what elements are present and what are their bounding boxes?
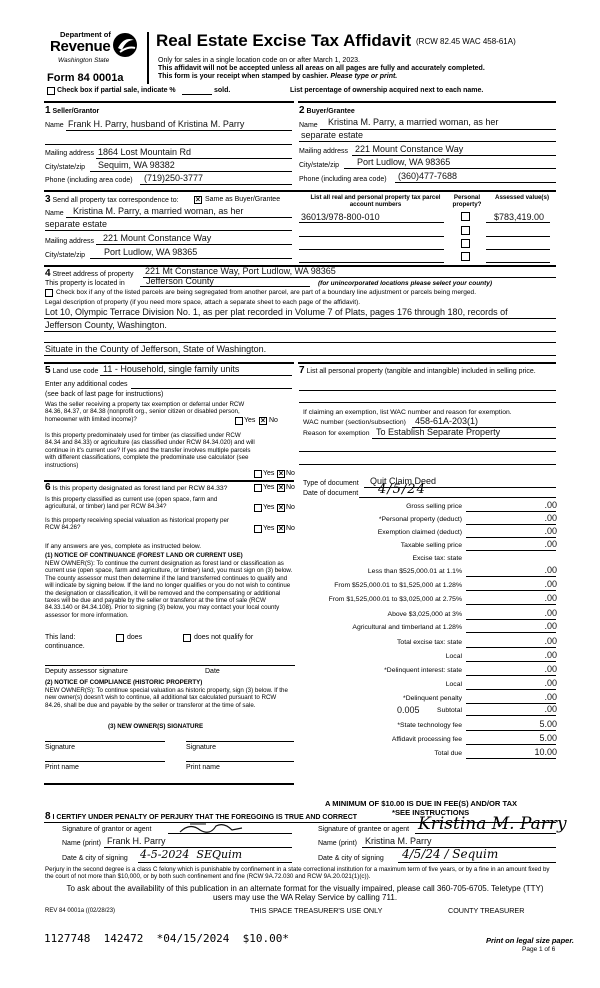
tax-row-line	[466, 744, 556, 745]
buyer-mail-label: Mailing address	[299, 148, 349, 155]
tax-row-label: *Delinquent penalty	[403, 695, 462, 702]
tax-row-value[interactable]: .00	[544, 526, 557, 536]
seller-city-label: City/state/zip	[45, 164, 86, 171]
sec8-top-rule	[44, 783, 294, 785]
tax-row-value[interactable]: .00	[544, 650, 557, 660]
seller-heading-text: Seller/Grantor	[52, 108, 100, 115]
treasurer-use: THIS SPACE TREASURER'S USE ONLY	[250, 906, 383, 915]
tax-row-line	[466, 576, 556, 577]
seller-name-label: Name	[45, 122, 64, 129]
sec5-q1-no-checkbox[interactable]: ×	[260, 416, 266, 425]
tax-row-label: Agricultural and timberland at 1.28%	[352, 624, 462, 631]
doc-type-label: Type of document	[303, 480, 359, 487]
tax-row-value[interactable]: .00	[544, 539, 557, 549]
sec7-wac-label: WAC number (section/subsection)	[303, 419, 406, 426]
sec4-street-row	[45, 268, 133, 279]
buyer-phone-line	[395, 182, 556, 183]
sec6-any-yes: If any answers are yes, complete as instructed below.	[45, 543, 202, 550]
legal-rule4	[44, 355, 556, 356]
buyer-name-rule2	[299, 141, 556, 142]
owner-print-line-1	[45, 761, 165, 762]
sec6-q2-yes-checkbox[interactable]	[254, 504, 262, 512]
sec3-name-line1[interactable]: Kristina M. Parry, a married woman, as her	[73, 206, 244, 216]
grantee-date-line	[398, 862, 556, 863]
rev-code: REV 84 0001a ((02/28/23)	[45, 908, 116, 914]
sec3-heading	[45, 194, 179, 205]
deputy-line	[45, 665, 295, 666]
seller-num: 1	[45, 105, 51, 116]
sec3-mail[interactable]: 221 Mount Constance Way	[103, 233, 212, 243]
list-pct-label: List percentage of ownership acquired next to each name.	[290, 87, 484, 94]
parcel-line-4	[299, 262, 444, 263]
perjury-note	[45, 866, 557, 880]
same-as-buyer-checkbox[interactable]: ×	[195, 195, 201, 204]
deputy-date-label: Date	[205, 668, 220, 675]
seller-mail[interactable]: 1864 Lost Mountain Rd	[98, 147, 192, 157]
tax-row-line	[466, 550, 556, 551]
tax-row-line	[466, 604, 556, 605]
form-number: Form 84 0001a	[47, 72, 124, 84]
tax-row-label: Exemption claimed (deduct)	[377, 529, 462, 536]
owner-print-line-2	[186, 761, 294, 762]
buyer-heading-text: Buyer/Grantee	[306, 108, 355, 115]
buyer-phone[interactable]: (360)477-7688	[398, 171, 458, 181]
seller-name-line	[66, 130, 292, 131]
tax-row-value[interactable]: .00	[544, 593, 557, 603]
tax-row-value[interactable]: .00	[544, 565, 557, 575]
parcel-number[interactable]: 36013/978-800-010	[301, 212, 380, 222]
header-note3: This form is your receipt when stamped by cashier. Please type or print.	[158, 73, 398, 80]
tax-row-line	[466, 511, 556, 512]
buyer-city-line	[344, 168, 556, 169]
tax-row-label: Subtotal	[437, 707, 462, 714]
partial-sale-pct-line	[182, 94, 212, 95]
sec3-city-label: City/state/zip	[45, 252, 86, 259]
print-legal: Print on legal size paper.	[486, 936, 574, 945]
sec6-q1-yes-checkbox[interactable]	[254, 484, 262, 492]
sec6-q1-no: No	[286, 484, 295, 491]
owner-sig-line-2	[186, 741, 294, 742]
tax-row-line	[466, 675, 556, 676]
sec7-reason-line	[372, 438, 556, 439]
notice1-title: (1) NOTICE OF CONTINUANCE (FOREST LAND OR CURRENT USE)	[45, 552, 243, 559]
sec3-city-line	[90, 258, 292, 259]
does-label: does	[127, 634, 143, 641]
grantee-date-label: Date & city of signing	[318, 855, 384, 862]
buyer-phone-label: Phone (including area code)	[299, 176, 387, 183]
sec8-num: 8	[45, 811, 51, 822]
seller-phone-label: Phone (including area code)	[45, 177, 133, 184]
legal-line2[interactable]: Jefferson County, Washington.	[45, 320, 167, 330]
value-line-1	[486, 222, 550, 223]
sec7-heading	[299, 365, 551, 376]
seller-name[interactable]: Frank H. Parry, husband of Kristina M. Parry	[68, 119, 245, 129]
grantee-signature: Kristina M. Parry	[418, 814, 567, 834]
sec7-num: 7	[299, 365, 305, 376]
continuance-label: continuance.	[45, 643, 85, 650]
does-not-checkbox[interactable]	[183, 634, 191, 642]
doc-type[interactable]: Quit Claim Deed	[370, 476, 437, 486]
see-instructions: *SEE INSTRUCTIONS	[392, 808, 470, 817]
personal-property-checkbox-4[interactable]	[461, 252, 470, 261]
treasurer-stamp: 1127748 142472 *04/15/2024 $10.00*	[44, 932, 290, 945]
tax-row-value[interactable]: .00	[544, 500, 557, 510]
sec7-wac[interactable]: 458-61A-203(1)	[415, 416, 479, 426]
grantee-date[interactable]: 4/5/24 / Sequim	[402, 847, 499, 861]
sec5-q1: Was the seller receiving a property tax exemption or deferral under RCW 84.36, 84.37, or 84.38 (nonprofit org., senior citizen or disabled person, homeowner with limited income)?	[45, 401, 245, 423]
partial-sale-label: Check box if partial sale, indicate %	[57, 87, 176, 94]
seller-name-line2	[45, 144, 292, 145]
tax-row-value[interactable]: .00	[544, 704, 557, 714]
this-land-label: This land:	[45, 634, 76, 641]
tax-row-line	[466, 715, 556, 716]
sec7-reason-label: Reason for exemption	[303, 430, 370, 437]
personal-property-checkbox-3[interactable]	[461, 239, 470, 248]
seller-mail-label: Mailing address	[45, 150, 95, 157]
sec5-landuse[interactable]: 11 - Household, single family units	[103, 364, 240, 374]
buyer-mail[interactable]: 221 Mount Constance Way	[355, 144, 464, 154]
sec7-top-rule	[298, 362, 556, 364]
sec3-mail-label: Mailing address	[45, 238, 95, 245]
tax-row-line	[466, 647, 556, 648]
tax-row-label: Excise tax: state	[412, 555, 462, 562]
tax-row-label: Above $3,025,000 at 3%	[387, 611, 462, 618]
sec6-q3: Is this property receiving special valuation as historical property per RCW 84.26?	[45, 517, 229, 532]
grantor-date-line	[138, 862, 292, 863]
grantor-signature	[176, 820, 246, 838]
tax-row-label: *State technology fee	[397, 722, 462, 729]
does-not-label: does not qualify for	[194, 634, 254, 641]
buyer-name-line2[interactable]: separate estate	[301, 130, 364, 140]
seller-city-line	[90, 171, 292, 172]
value-line-4	[486, 262, 550, 263]
header-divider	[147, 32, 149, 84]
tax-row-label: Total excise tax: state	[397, 639, 462, 646]
same-as-buyer-label: Same as Buyer/Grantee	[205, 196, 281, 203]
sec4-street-label: Street address of property	[52, 271, 134, 278]
dept-line3: Washington State	[58, 57, 110, 64]
grantee-name-print-label: Name (print)	[318, 840, 357, 847]
parcel-line-3	[299, 249, 444, 250]
buyer-city[interactable]: Port Ludlow, WA 98365	[357, 157, 451, 167]
page-number: Page 1 of 6	[522, 946, 556, 953]
sec4-unincorporated: (for unincorporated locations please select your county)	[318, 280, 493, 287]
tax-row-line	[466, 758, 556, 759]
tax-row-label: *Delinquent interest: state	[384, 667, 462, 674]
sec5-q1-yes-checkbox[interactable]	[235, 417, 243, 425]
form-title: Real Estate Excise Tax Affidavit	[156, 31, 412, 50]
buyer-mail-line	[352, 155, 556, 156]
tax-row-label: Taxable selling price	[400, 542, 462, 549]
legal-rule2	[44, 331, 556, 332]
sec6-q1-yes: Yes	[263, 484, 275, 491]
sec5-additional-line	[131, 388, 292, 389]
sec5-q2: Is this property predominately used for timber (as classified under RCW 84.34 and 84.33) or agriculture (as classified under RCW 84.34.020) and will continue in it's current use? If yes and the transfer involves multiple parcels with different classifications, complete the predominate use calculator (see instructions)	[45, 432, 255, 469]
notice2-title: (2) NOTICE OF COMPLIANCE (HISTORIC PROPERTY)	[45, 679, 203, 686]
tax-row-line	[466, 537, 556, 538]
grantor-date[interactable]: 4-5-2024 SEQuim	[140, 848, 243, 861]
legal-line1[interactable]: Lot 10, Olympic Terrace Division No. 1, as per plat recorded in Volume 7 of Plats, pages 176 through 180, records of	[45, 307, 508, 317]
sec7-pp-line-1	[299, 390, 556, 391]
tax-row-value[interactable]: 10.00	[534, 747, 557, 757]
notice2-body: NEW OWNER(S): To continue special valuation as historic property, sign (3) below. If the new owner(s) doesn't wish to continue, all additional tax calculated pursuant to RCW 84.26, shall be due and payable by the seller or transferor at the time of sale.	[45, 687, 288, 709]
tax-row-label: Affidavit processing fee	[391, 736, 462, 743]
sec6-q1-no-checkbox[interactable]: ×	[278, 483, 284, 492]
tax-row-label: From $1,525,000.01 to $3,025,000 at 2.75%	[328, 596, 462, 603]
tax-row-value[interactable]: .00	[544, 678, 557, 688]
sec3-mail-line	[96, 244, 292, 245]
sec7-reason[interactable]: To Establish Separate Property	[376, 427, 501, 437]
sec6-q3-no-checkbox[interactable]: ×	[278, 524, 284, 533]
deputy-label: Deputy assessor signature	[45, 668, 128, 675]
sec5-q2-no: No	[286, 470, 295, 477]
assessed-value[interactable]: $783,419.00	[494, 212, 545, 222]
legal-line3[interactable]: Situate in the County of Jefferson, State of Washington.	[45, 344, 267, 354]
personal-property-checkbox-2[interactable]	[461, 226, 470, 235]
owner-sig-label-2: Signature	[186, 744, 216, 751]
seller-phone-line	[140, 184, 292, 185]
tax-row-label: *Personal property (deduct)	[378, 516, 462, 523]
parcels-col1-header: List all real and personal property tax parcel account numbers	[310, 194, 441, 209]
owner-print-label-1: Print name	[45, 764, 79, 771]
tax-row-value[interactable]: 5.00	[539, 719, 557, 729]
sec6-q2-no-checkbox[interactable]: ×	[278, 503, 284, 512]
sold-label: sold.	[214, 87, 231, 94]
grantor-name-print-label: Name (print)	[62, 840, 101, 847]
owner-sig-line-1	[45, 741, 165, 742]
tax-row-label: Gross selling price	[406, 503, 462, 510]
sec6-q3-yes-checkbox[interactable]	[254, 525, 262, 533]
sec5-num: 5	[45, 365, 51, 376]
sec6-q2-yes: Yes	[263, 504, 275, 511]
segregated-checkbox[interactable]	[45, 289, 53, 297]
sec6-q1-row	[45, 482, 227, 493]
dor-logo	[46, 30, 141, 70]
owner-sig-label-1: Signature	[45, 744, 75, 751]
legal-rule3	[44, 342, 556, 343]
tax-row-label: Total due	[434, 750, 462, 757]
tax-row-value[interactable]: .00	[544, 692, 557, 702]
sec6-q2: Is this property classified as current use (open space, farm and agricultural, or timber) land per RCW 84.34?	[45, 496, 218, 511]
sec7-reason-line3	[299, 464, 556, 465]
tax-row-line	[466, 661, 556, 662]
legal-rule1	[44, 318, 556, 319]
partial-sale-checkbox[interactable]	[47, 87, 55, 95]
perjury-text: Perjury in the second degree is a class C felony which is punishable by confinement in a state correctional institution for a maximum term of five years, or by a fine in an amount fixed by the court of not more than $10,000, or by both such confinement and fine (RCW 9A.72.030 and RCW 9A.20.021(1)(c)).	[45, 866, 550, 880]
sec6-q3-no: No	[286, 525, 295, 532]
buyer-name-line1[interactable]: Kristina M. Parry, a married woman, as her	[328, 117, 499, 127]
dept-line1: Department of	[60, 30, 111, 39]
dept-line2: Revenue	[50, 38, 111, 55]
tax-row-line	[466, 703, 556, 704]
sec5-q2-yes-checkbox[interactable]	[254, 470, 262, 478]
buyer-heading	[299, 105, 355, 116]
sec3-top-rule	[44, 190, 556, 192]
sec6-q2-no: No	[286, 504, 295, 511]
buyer-num: 2	[299, 105, 305, 116]
tax-row-value[interactable]: 5.00	[539, 733, 557, 743]
value-line-2	[486, 236, 550, 237]
parcels-col3-header: Assessed value(s)	[495, 194, 549, 201]
header-note2: This affidavit will not be accepted unless all areas on all pages are fully and accurately completed.	[158, 65, 485, 72]
sig-grantee-label: Signature of grantee or agent	[318, 826, 410, 833]
sec7-reason-line2	[299, 451, 556, 452]
form-title-ref: (RCW 82.45 WAC 458-61A)	[416, 37, 516, 46]
sig-grantor-label: Signature of grantor or agent	[62, 826, 152, 833]
notice1-body: NEW OWNER(S): To continue the current designation as forest land or classification as current use (open space, farm and agriculture, or timber) land, you must sign on (3) below. The county assessor must then determine if the land transferred continues to qualify and will indicate by signing below. If the land no longer qualifies or you do not wish to continue the designation or classification, it will be removed and the compensating or additional taxes will be due and payable by the seller or transferor at the time of sale (RCW 84.33.140 or 84.34.108). Prior to signing (3) below, you may contact your local county assessor for more information.	[45, 560, 293, 619]
sec7-exemption-label: If claiming an exemption, list WAC number and reason for exemption.	[303, 409, 512, 416]
grantee-name-print[interactable]: Kristina M. Parry	[365, 836, 432, 846]
grantor-date-label: Date & city of signing	[62, 855, 128, 862]
tax-row-value[interactable]: .00	[544, 579, 557, 589]
parcel-line-1	[299, 222, 444, 223]
sec4-street[interactable]: 221 Mt Constance Way, Port Ludlow, WA 98365	[145, 266, 336, 276]
doc-date-line	[359, 497, 556, 498]
seller-heading	[45, 105, 99, 116]
sec3-num: 3	[45, 194, 51, 205]
tax-row-label: Local	[445, 653, 462, 660]
tax-row-line	[466, 590, 556, 591]
value-line-3	[486, 249, 550, 250]
county-treasurer: COUNTY TREASURER	[448, 906, 525, 915]
minimum-note: A MINIMUM OF $10.00 IS DUE IN FEE(S) AND/OR TAX	[325, 799, 518, 808]
tax-row-label: Less than $525,000.01 at 1.1%	[367, 568, 462, 575]
tax-row-line	[466, 730, 556, 731]
sec5-q2-no-checkbox[interactable]: ×	[278, 469, 284, 478]
sec4-located-label: This property is located in	[45, 280, 125, 287]
tax-row-label: From $525,000.01 to $1,525,000 at 1.28%	[334, 582, 462, 589]
sec6-num: 6	[45, 482, 51, 493]
tax-row-value[interactable]: .00	[544, 513, 557, 523]
legal-label: Legal description of property (if you need more space, attach a separate sheet to each page of the affidavit).	[45, 299, 361, 306]
header-note1: Only for sales in a single location code on or after March 1, 2023.	[158, 57, 360, 64]
doc-date[interactable]: 4/5/24	[378, 482, 426, 497]
new-owner-sig-title: (3) NEW OWNER(S) SIGNATURE	[108, 723, 204, 730]
sec3-name-rule	[66, 217, 292, 218]
sec3-name-line2[interactable]: separate estate	[45, 219, 108, 229]
doc-date-label: Date of document	[303, 490, 359, 497]
sec4-located[interactable]: Jefferson County	[146, 276, 214, 286]
sec3-city[interactable]: Port Ludlow, WA 98365	[104, 247, 198, 257]
sec6-q1: Is this property designated as forest land per RCW 84.33?	[52, 485, 228, 492]
tax-row-line	[466, 619, 556, 620]
sec8-certify: I CERTIFY UNDER PENALTY OF PERJURY THAT THE FOREGOING IS TRUE AND CORRECT	[52, 814, 358, 821]
sec5-landuse-row	[45, 365, 98, 376]
sec5-landuse-label: Land use code	[52, 368, 99, 375]
sec7-pp-line-2	[299, 402, 556, 403]
sig-grantee-line	[415, 833, 556, 834]
sec7-label: List all personal property (tangible and intangible) included in selling price.	[306, 368, 536, 375]
sec4-located-line	[140, 286, 310, 287]
dor-swirl-icon	[110, 32, 140, 58]
buyer-name-label: Name	[299, 122, 318, 129]
seller-mail-line	[96, 158, 292, 159]
local-rate[interactable]: 0.005	[397, 705, 420, 715]
sec5-landuse-line	[100, 375, 292, 376]
alternate-format-note: To ask about the availability of this publication in an alternate format for the visually impaired, please call 360-705-6705. Teletype (TTY) users may use the WA Relay Service by calling 711.	[66, 884, 544, 902]
parcels-col2-header: Personal property?	[452, 194, 482, 209]
sec5-additional: Enter any additional codes	[45, 381, 128, 388]
sec5-q2-yes: Yes	[263, 470, 275, 477]
tax-row-value[interactable]: .00	[544, 621, 557, 631]
buyer-city-label: City/state/zip	[299, 162, 340, 169]
parcel-line-2	[299, 236, 444, 237]
sec3-name-label: Name	[45, 210, 64, 217]
tax-row-line	[466, 632, 556, 633]
sec5-q1-yes: Yes	[244, 417, 256, 424]
seller-top-rule	[44, 101, 294, 103]
segregated-label: Check box if any of the listed parcels are being segregated from another parcel, are part of a boundary line adjustment or parcels being merged.	[56, 289, 477, 296]
tax-row-line	[466, 524, 556, 525]
sec3-name-rule2	[45, 230, 292, 231]
seller-phone[interactable]: (719)250-3777	[144, 173, 204, 183]
owner-print-label-2: Print name	[186, 764, 220, 771]
seller-city[interactable]: Sequim, WA 98382	[98, 160, 175, 170]
sec5-q1-no: No	[269, 417, 278, 424]
sec3-label: Send all property tax correspondence to:	[52, 197, 179, 204]
buyer-top-rule	[298, 101, 556, 103]
tax-row-value[interactable]: .00	[544, 636, 557, 646]
grantor-name-print[interactable]: Frank H. Parry	[107, 836, 166, 846]
does-checkbox[interactable]	[116, 634, 124, 642]
tax-row-value[interactable]: .00	[544, 664, 557, 674]
tax-row-value[interactable]: .00	[544, 608, 557, 618]
sec5-see-back: (see back of last page for instructions)	[45, 391, 164, 398]
personal-property-checkbox-1[interactable]	[461, 212, 470, 221]
tax-row-label: Local	[445, 681, 462, 688]
sec4-num: 4	[45, 268, 51, 279]
sec6-q3-yes: Yes	[263, 525, 275, 532]
tax-row-line	[466, 689, 556, 690]
